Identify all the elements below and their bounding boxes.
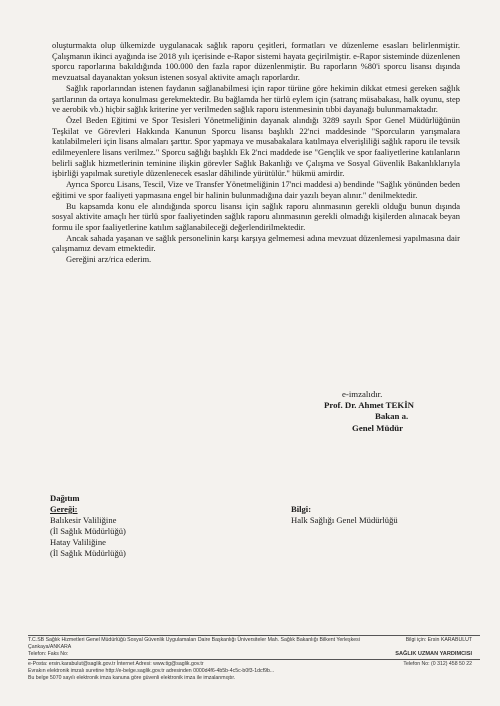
- bilgi-block: [291, 504, 398, 526]
- paragraph-2: Sağlık raporlarından istenen faydanın sağlanabilmesi için rapor türüne göre hekimin dikkat etmesi gereken sağlık şartlarının da ortaya konulması gerekmektedir. Bu bağlamda her türlü eylem için (satranç müsabakası, halk oyunu, step ve aerobik vb.) hiçbir sağlık kriterine yer verilmeden sağlık raporu istenmesinin tıbbi dayanağı bulunmamaktadır.: [52, 82, 460, 115]
- footer-row-5: [28, 668, 480, 675]
- gereg-item: (İl Sağlık Müdürlüğü): [50, 548, 126, 558]
- footer-info-contact: Bilgi için: Ersin KARABULUT: [405, 637, 472, 643]
- e-signature-note: e-imzalıdır.: [342, 389, 383, 399]
- letter-body: [52, 40, 460, 265]
- footer-row-4: [28, 661, 480, 668]
- bilgi-value: Halk Sağlığı Genel Müdürlüğü: [291, 515, 398, 525]
- footer-verify-link: Evrakın elektronik imzalı suretine http://e-belge.saglik.gov.tr adresinden 0000d4f6-4b5b-4c5c-b0f3-1dcf9b...: [28, 668, 275, 674]
- closing-line: Gereğini arz/rica ederim.: [66, 254, 152, 265]
- footer-email-web: e-Posta: ersin.karabulut@saglik.gov.tr İnternet Adresi: www.tig@saglik.gov.tr: [28, 661, 204, 667]
- footer-phone-fax: Telefon: Faks No:: [28, 651, 69, 657]
- paragraph-3: Özel Beden Eğitimi ve Spor Tesisleri Yönetmeliğinin dayanak alındığı 3289 sayılı Spor Genel Müdürlüğünün Teşkilat ve Görevleri Hakkında Kanunun Sporcu lisansı başlıklı 22'nci maddesinde "Sporcuların yarışmalara katılabilmeleri için lisans almaları şarttır. Spor yapmaya ve musabakalara katılmaya elverişliliği sağlık raporu ile tevsik edilmeyenlere lisans verilmez." Sporcu sağlığı başlıklı Ek 2'nci maddede ise "Gençlik ve spor faaliyetlerine katılanların belirli sağlık hizmetlerinin teminine ilişkin görevler Sağlık Bakanlığı ve Çalışma ve Sosyal Güvenlik Bakanlıklarıyla işbirliği yapılmak suretiyle düzenlenecek esaslar dâhilinde yürütülür." hükmü amirdir.: [52, 114, 460, 179]
- signer-title-2: Genel Müdür: [352, 422, 404, 433]
- footer-phone-number: Telefon No: (0 312) 458 50 22: [403, 661, 472, 667]
- footer-esign-note: Bu belge 5070 sayılı elektronik imza kanuna göre güvenli elektronik imza ile imzalanmıştır.: [28, 675, 236, 681]
- gereg-item: Balıkesir Valiliğine: [50, 515, 117, 525]
- signature-block: [324, 389, 414, 434]
- signer-title-1: Bakan a.: [375, 411, 409, 422]
- distribution-block: [50, 493, 126, 559]
- distribution-heading: Dağıtım: [50, 493, 80, 503]
- document-footer: [28, 634, 480, 682]
- gereg-list: [50, 515, 126, 559]
- footer-city: Çankaya/ANKARA: [28, 644, 72, 650]
- paragraph-5: Bu kapsamda konu ele alındığında sporcu lisansı için sağlık raporu alınmasının gerekli olduğu bunun dışında sosyal aktivite amaçlı her türlü spor faaliyetinden sağlık raporu alınmasının gerekli olmadığı kişilerden alınacak beyan formu ile spor faaliyetlerine katılım sağlanabileceği değerlendirilmektedir.: [52, 200, 460, 232]
- paragraph-1: oluşturmakta olup ülkemizde uygulanacak sağlık raporu çeşitleri, formatları ve düzenleme esasları belirlenmiştir. Çalışmanın ikinci ayağında ise 2018 yılı içerisinde e-Rapor sistemi hayata geçirilmiştir. e-Rapor sisteminde düzenlenen sporcu raporlarına bakıldığında 100.000 den fazla rapor düzenlenmiştir. Bu raporların %80'i sporcu lisansı dışında mevzuatsal dayanaktan yoksun istenen sosyal aktivite amaçlı raporlardır.: [52, 40, 460, 83]
- footer-divider: [28, 659, 480, 660]
- paragraph-4: Ayrıca Sporcu Lisans, Tescil, Vize ve Transfer Yönetmeliğinin 17'nci maddesi a) bendinde "Sağlık yönünden beden eğitimi ve spor faaliyeti yapmasına engel bir halinin bulunmadığına dair yazılı beyan alınır." denilmektedir.: [52, 179, 460, 200]
- footer-row-6: [28, 675, 480, 682]
- gereg-item: (İl Sağlık Müdürlüğü): [50, 526, 126, 536]
- bilgi-label: Bilgi:: [291, 504, 312, 514]
- gereg-item: Hatay Valiliğine: [50, 537, 106, 547]
- gereg-label: Gereği:: [50, 504, 78, 514]
- footer-divider: [28, 635, 480, 636]
- footer-row-2: [28, 644, 480, 651]
- footer-role: SAĞLIK UZMAN YARDIMCISI: [395, 651, 472, 657]
- footer-row-1: [28, 637, 480, 644]
- paragraph-6: Ancak sahada yaşanan ve sağlık personelinin karşı karşıya gelmemesi adına mevzuat düzenlemesi yapılmasına dair çalışmamız devam etmektedir.: [52, 232, 460, 254]
- footer-address: T.C.SB Sağlık Hizmetleri Genel Müdürlüğü Sosyal Güvenlik Uygulamaları Daire Başkanlığı Üniversiteler Mah. Sağlık Bakanlığı Bilkent Yerleşkesi: [28, 637, 360, 643]
- signer-name: Prof. Dr. Ahmet TEKİN: [324, 400, 415, 411]
- footer-row-3: [28, 651, 480, 658]
